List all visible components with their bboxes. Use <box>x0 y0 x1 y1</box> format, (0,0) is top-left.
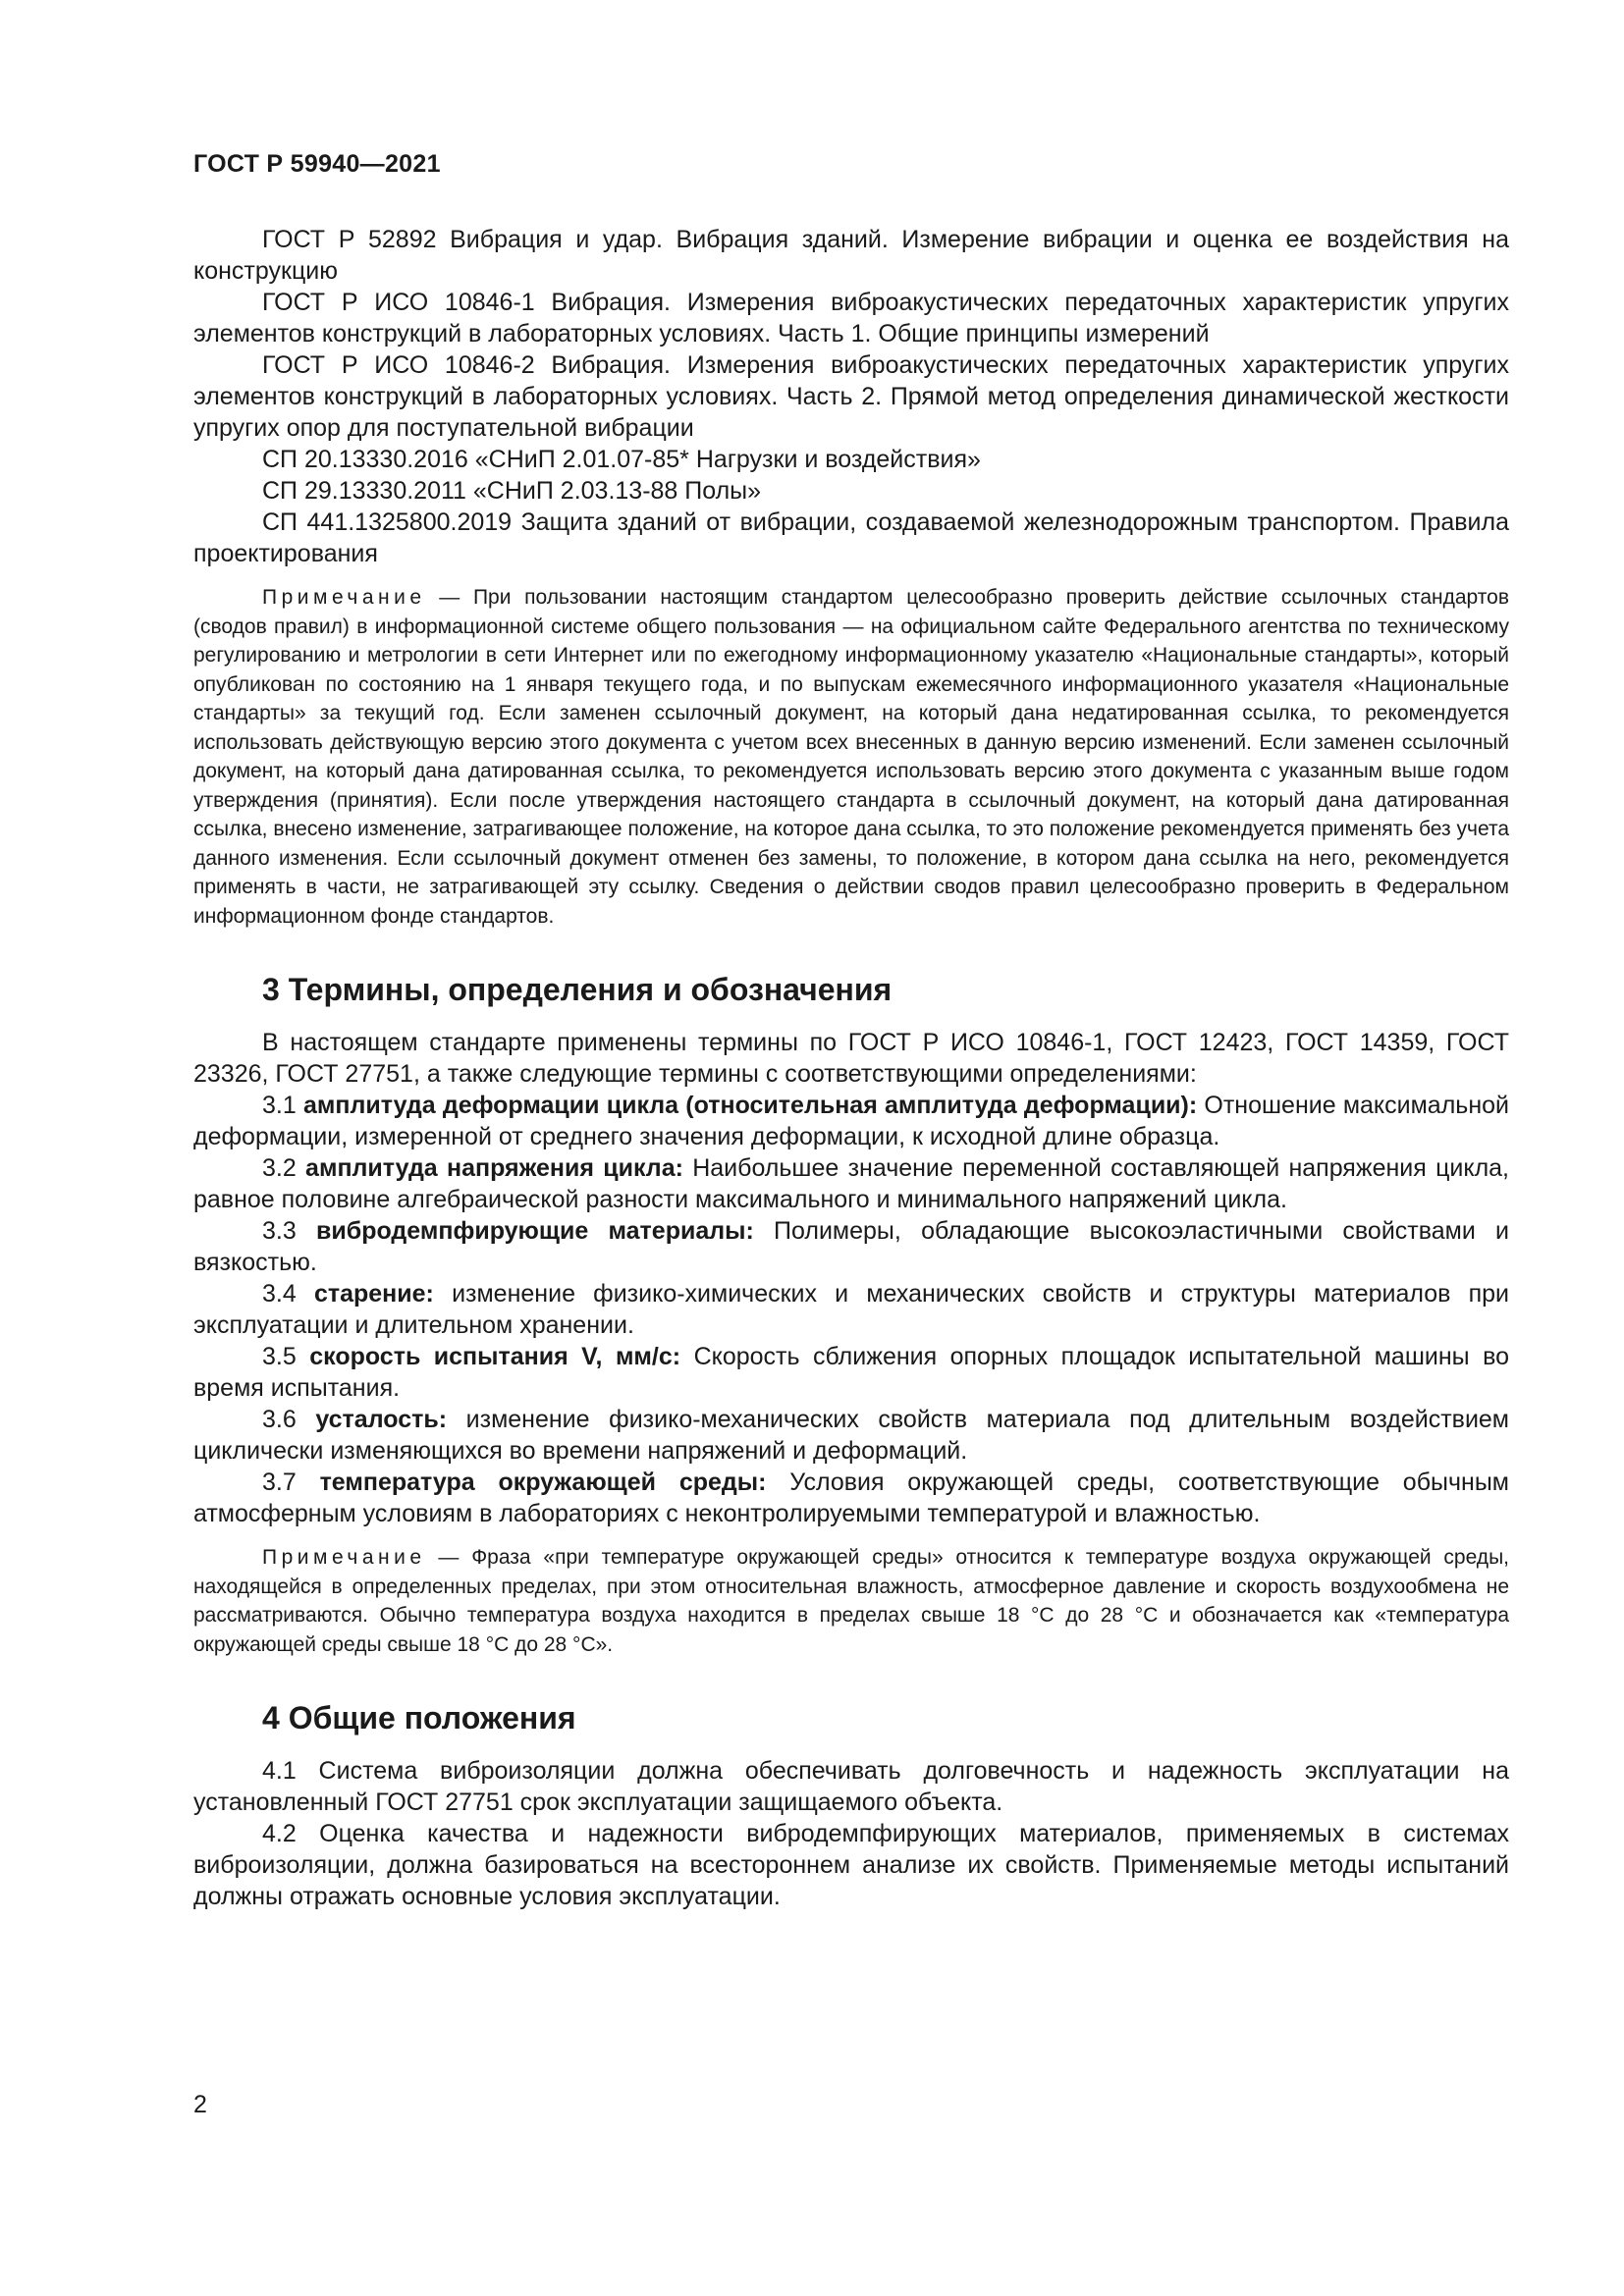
term-item: 3.3 вибродемпфирующие материалы: Полимеры, обладающие высокоэластичными свойствами и вязкостью. <box>193 1217 1510 1276</box>
term-item: 3.7 температура окружающей среды: Условия окружающей среды, соответствующие обычным атмосферным условиям в лабораториях с неконтролируемыми температурой и влажностью. <box>193 1468 1509 1527</box>
section-4-title: 4 Общие положения <box>262 1700 576 1735</box>
section-3-intro: В настоящем стандарте применены термины по ГОСТ Р ИСО 10846-1, ГОСТ 12423, ГОСТ 14359, ГОСТ 23326, ГОСТ 27751, а также следующие термины с соответствующими определениями: <box>193 1029 1509 1088</box>
term-item: 3.6 усталость: изменение физико-механических свойств материала под длительным воздействием циклически изменяющихся во времени напряжений и деформаций. <box>193 1406 1509 1465</box>
note-text: — Фраза «при температуре окружающей среды» относится к температуре воздуха окружающей среды, находящейся в определенных пределах, при этом относительная влажность, атмосферное давление и скорость воздухообмена не рассматриваются. Обычно температура воздуха находится в пределах свыше 18 °С до 28 °С и обозначается как «температура окружающей среды свыше 18 °С до 28 °С». <box>193 1546 1509 1656</box>
reference-item: СП 29.13330.2011 «СНиП 2.03.13-88 Полы» <box>262 477 762 505</box>
note-temperature <box>193 1543 1509 1659</box>
term-item: 3.2 амплитуда напряжения цикла: Наибольшее значение переменной составляющей напряжения цикла, равное половине алгебраической разности максимального и минимального напряжений цикла. <box>193 1154 1510 1213</box>
section-3-title: 3 Термины, определения и обозначения <box>262 972 893 1007</box>
section-4-paragraph: 4.2 Оценка качества и надежности вибродемпфирующих материалов, применяемых в системах виброизоляции, должна базироваться на всестороннем анализе их свойств. Применяемые методы испытаний должны отражать основные условия эксплуатации. <box>193 1820 1509 1910</box>
note-references <box>193 583 1509 931</box>
reference-item: ГОСТ Р ИСО 10846-2 Вибрация. Измерения виброакустических передаточных характеристик упругих элементов конструкций в лабораторных условиях. Часть 2. Прямой метод определения динамической жесткости упругих опор для поступательной вибрации <box>193 351 1509 442</box>
page-number: 2 <box>193 2091 207 2118</box>
references-block <box>193 224 1509 1912</box>
note-text: — При пользовании настоящим стандартом целесообразно проверить действие ссылочных стандартов (сводов правил) в информационной системе общего пользования — на официальном сайте Федерального агентства по техническому регулированию и метрологии в сети Интернет или по ежегодному информационному указателю «Национальные стандарты», который опубликован по состоянию на 1 января текущего года, и по выпускам ежемесячного информационного указателя «Национальные стандарты» за текущий год. Если заменен ссылочный документ, на который дана недатированная ссылка, то рекомендуется использовать действующую версию этого документа с учетом всех внесенных в данную версию изменений. Если заменен ссылочный документ, на который дана датированная ссылка, то рекомендуется использовать версию этого документа с указанным выше годом утверждения (принятия). Если после утверждения настоящего стандарта в ссылочный документ, на который дана датированная ссылка, внесено изменение, затрагивающее положение, на которое дана ссылка, то это положение рекомендуется применять без учета данного изменения. Если ссылочный документ отменен без замены, то положение, в котором дана ссылка на него, рекомендуется применять в части, не затрагивающей эту ссылку. Сведения о действии сводов правил целесообразно проверить в Федеральном информационном фонде стандартов. <box>193 586 1509 928</box>
reference-item: ГОСТ Р ИСО 10846-1 Вибрация. Измерения виброакустических передаточных характеристик упругих элементов конструкций в лабораторных условиях. Часть 1. Общие принципы измерений <box>193 289 1509 347</box>
note-label: Примечание <box>262 1546 426 1569</box>
reference-item: СП 441.1325800.2019 Защита зданий от вибрации, создаваемой железнодорожным транспортом. Правила проектирования <box>193 508 1509 567</box>
document-code-header: ГОСТ Р 59940—2021 <box>193 150 441 178</box>
term-item: 3.5 скорость испытания V, мм/с: Скорость сближения опорных площадок испытательной машины во время испытания. <box>193 1343 1509 1402</box>
term-item: 3.4 старение: изменение физико-химических и механических свойств и структуры материалов при эксплуатации и длительном хранении. <box>193 1280 1510 1339</box>
reference-item: ГОСТ Р 52892 Вибрация и удар. Вибрация зданий. Измерение вибрации и оценка ее воздействия на конструкцию <box>193 226 1509 285</box>
note-label: Примечание <box>262 586 426 609</box>
term-item: 3.1 амплитуда деформации цикла (относительная амплитуда деформации): Отношение максимальной деформации, измеренной от среднего значения деформации, к исходной длине образца. <box>193 1092 1509 1150</box>
reference-item: СП 20.13330.2016 «СНиП 2.01.07-85* Нагрузки и воздействия» <box>262 446 981 473</box>
section-4-paragraph: 4.1 Система виброизоляции должна обеспечивать долговечность и надежность эксплуатации на установленный ГОСТ 27751 срок эксплуатации защищаемого объекта. <box>193 1757 1509 1816</box>
